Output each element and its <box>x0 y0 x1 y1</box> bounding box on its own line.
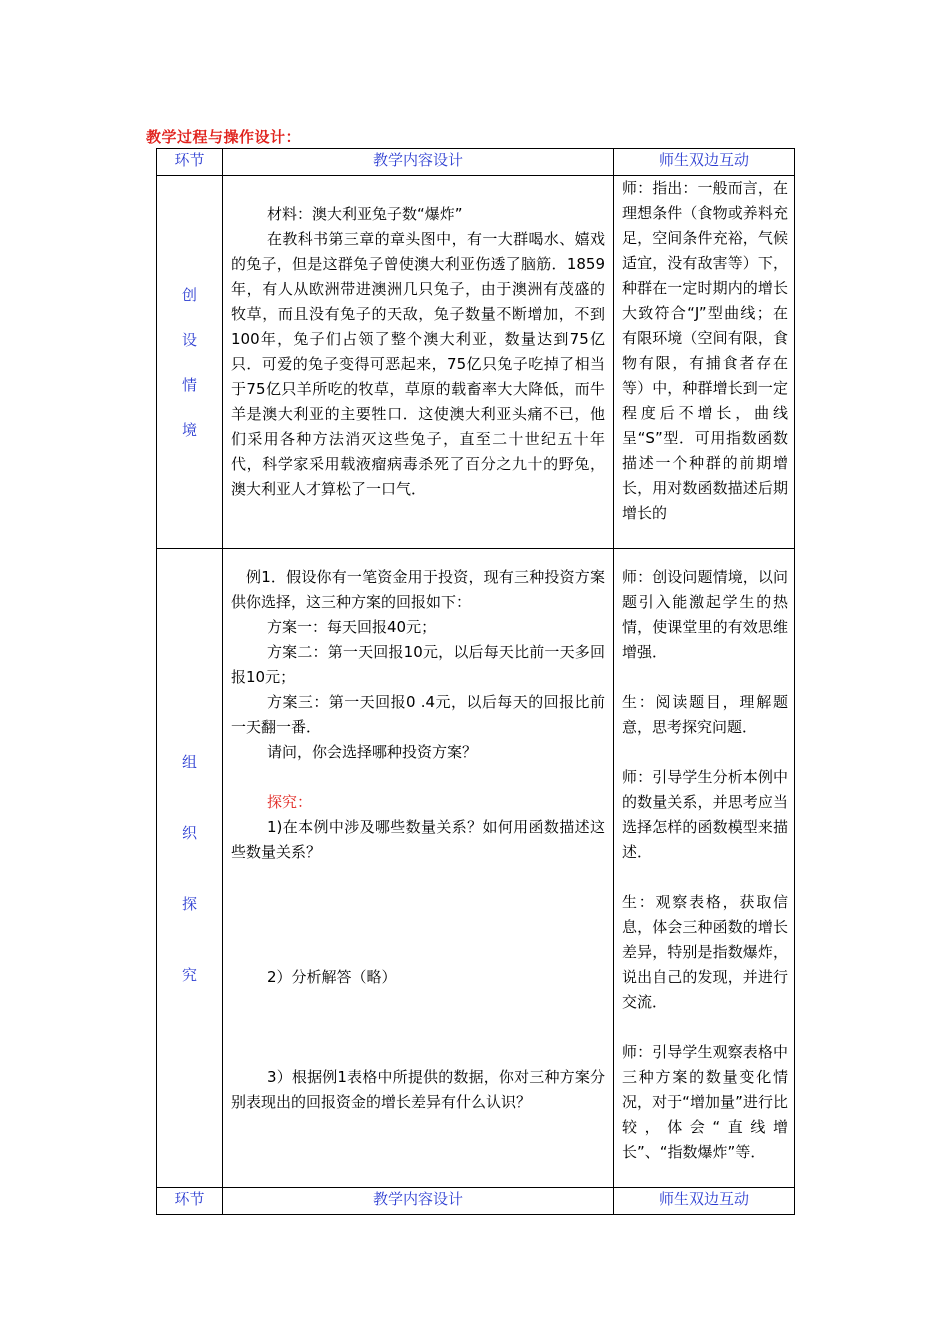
table-row <box>157 176 795 549</box>
content-cell-scenario <box>223 176 614 549</box>
stage-char: 创 <box>181 286 197 304</box>
header-interaction: 师生双边互动 <box>614 149 795 176</box>
stage-char: 探 <box>181 895 197 913</box>
material-title: 材料：澳大利亚兔子数“爆炸” <box>267 205 463 223</box>
interaction-text: 师：引导学生分析本例中的数量关系，并思考应当选择怎样的函数模型来描述． <box>622 768 788 861</box>
stage-cell-explore <box>157 549 223 1188</box>
footer-header-interaction: 师生双边互动 <box>614 1188 795 1215</box>
stage-cell-scenario <box>157 176 223 549</box>
interaction-cell-scenario <box>614 176 795 549</box>
question: 请问，你会选择哪种投资方案？ <box>267 743 478 761</box>
stage-char: 织 <box>181 824 197 842</box>
header-stage: 环节 <box>157 149 223 176</box>
content-cell-explore <box>223 549 614 1188</box>
material-body: 在教科书第三章的章头图中，有一大群喝水、嬉戏的兔子，但是这群兔子曾使澳大利亚伤透了脑筋．1859年，有人从欧洲带进澳洲几只兔子，由于澳洲有茂盛的牧草，而且没有兔子的天敌，兔子数量不断增加，不到100年，兔子们占领了整个澳大利亚，数量达到75亿只．可爱的兔子变得可恶起来，75亿只兔子吃掉了相当于75亿只羊所吃的牧草，草原的载畜率大大降低，而牛羊是澳大利亚的主要牲口．这使澳大利亚头痛不已，他们采用各种方法消灭这些兔子，直至二十世纪五十年代，科学家采用载液瘤病毒杀死了百分之九十的野兔，澳大利亚人才算松了一口气． <box>231 230 605 498</box>
stage-char: 境 <box>181 421 197 439</box>
stage-char: 设 <box>181 331 197 349</box>
table-row <box>157 549 795 1188</box>
interaction-text: 生：阅读题目，理解题意，思考探究问题． <box>622 693 788 736</box>
explore-label: 探究： <box>267 793 313 811</box>
footer-header-content: 教学内容设计 <box>223 1188 614 1215</box>
example-intro: 例1．假设你有一笔资金用于投资，现有三种投资方案供你选择，这三种方案的回报如下： <box>231 568 605 611</box>
explore-q1: 1)在本例中涉及哪些数量关系？如何用函数描述这些数量关系？ <box>231 818 605 861</box>
footer-header-stage: 环节 <box>157 1188 223 1215</box>
interaction-cell-explore <box>614 549 795 1188</box>
explore-q3: 3）根据例1表格中所提供的数据，你对三种方案分别表现出的回报资金的增长差异有什么认识？ <box>231 1068 605 1111</box>
header-content: 教学内容设计 <box>223 149 614 176</box>
interaction-text: 师：指出：一般而言，在理想条件（食物或养料充足，空间条件充裕，气候适宜，没有敌害等）下，种群在一定时期内的增长大致符合“J”型曲线；在有限环境（空间有限，食物有限，有捕食者存在等）中，种群增长到一定程度后不增长，曲线呈“S”型．可用指数函数描述一个种群的前期增长，用对数函数描述后期增长的 <box>622 179 788 522</box>
interaction-text: 生：观察表格，获取信息，体会三种函数的增长差异，特别是指数爆炸，说出自己的发现，并进行交流． <box>622 893 788 1011</box>
stage-char: 组 <box>181 753 197 771</box>
stage-char: 情 <box>181 376 197 394</box>
plan-2: 方案二：第一天回报10元，以后每天比前一天多回报10元； <box>231 643 605 686</box>
lesson-table <box>156 148 795 1215</box>
interaction-text: 师：引导学生观察表格中三种方案的数量变化情况，对于“增加量”进行比较，体会“直线增长”、“指数爆炸”等． <box>622 1043 788 1161</box>
explore-q2: 2）分析解答（略） <box>267 968 397 986</box>
page-heading: 教学过程与操作设计： <box>146 128 302 146</box>
plan-1: 方案一：每天回报40元； <box>267 618 437 636</box>
table-header-row <box>157 149 795 176</box>
plan-3: 方案三：第一天回报0 .4元，以后每天的回报比前一天翻一番． <box>231 693 605 736</box>
table-footer-header-row <box>157 1188 795 1215</box>
stage-char: 究 <box>181 966 197 984</box>
interaction-text: 师：创设问题情境，以问题引入能激起学生的热情，使课堂里的有效思维增强． <box>622 568 788 661</box>
